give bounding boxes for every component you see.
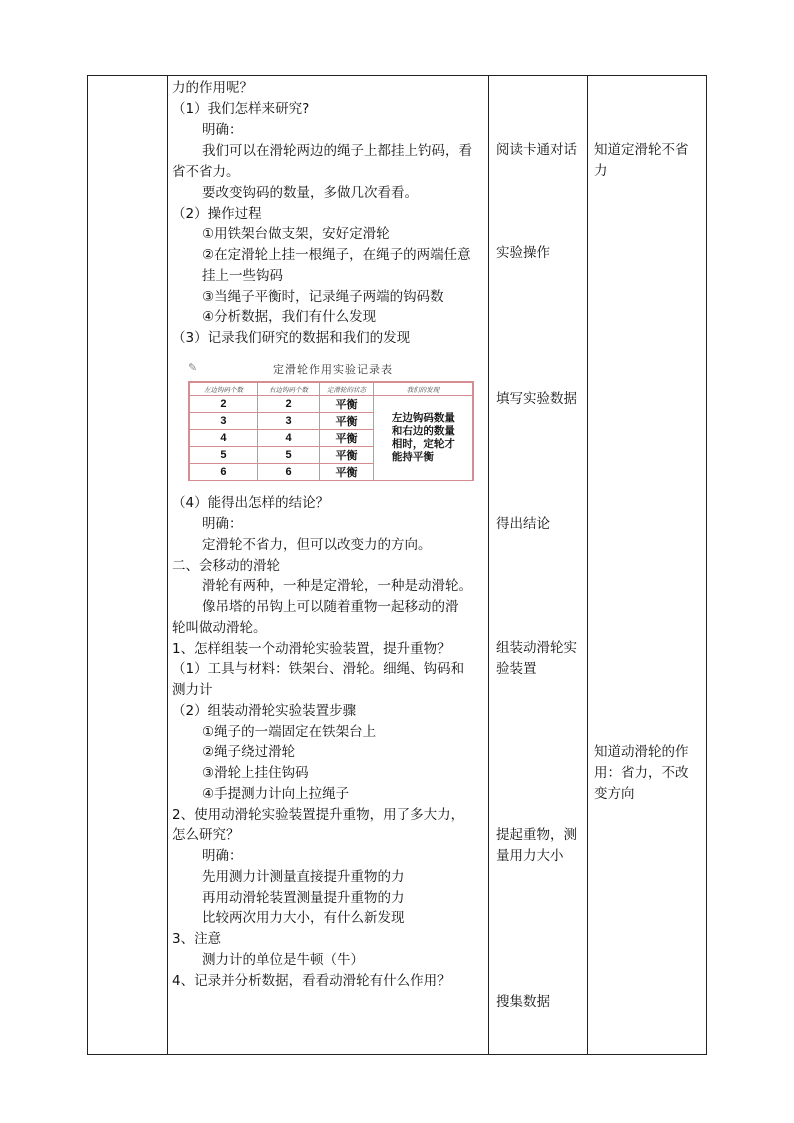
header-cell: 右边钩码个数 <box>257 383 319 396</box>
content-line: 要改变钩码的数量，多做几次看看。 <box>202 185 418 201</box>
table-cell: 2 <box>257 396 319 413</box>
table-border-left <box>87 75 88 1055</box>
table-cell: 5 <box>257 447 319 464</box>
content-line: ②在定滑轮上挂一根绳子，在绳子的两端任意 <box>202 247 471 263</box>
table-cell: 平衡 <box>320 413 374 430</box>
header-cell: 左边钩码个数 <box>190 383 258 396</box>
table-divider-2 <box>488 75 489 1055</box>
table-row <box>190 396 473 413</box>
activity-item: 提起重物，测 量用力大小 <box>496 827 577 864</box>
table-cell: 3 <box>257 413 319 430</box>
activity-item: 实验操作 <box>496 245 550 261</box>
activity-item: 搜集数据 <box>496 994 550 1010</box>
goal-item: 知道动滑轮的作 用：省力，不改 变方向 <box>594 744 689 802</box>
finding-line: 和右边的数量 <box>391 425 455 437</box>
finding-cell <box>373 396 472 481</box>
paperclip-icon: ✎ <box>188 361 198 374</box>
content-line: 省不省力。 <box>172 164 240 180</box>
content-line: （3）记录我们研究的数据和我们的发现 <box>172 330 411 346</box>
table-border-right <box>706 75 707 1055</box>
content-line: 定滑轮不省力，但可以改变力的方向。 <box>202 537 432 553</box>
content-line: 测力计 <box>172 682 213 698</box>
content-line: 明确： <box>202 122 243 138</box>
content-line: ④分析数据，我们有什么发现 <box>202 309 377 325</box>
activity-column <box>490 76 586 1054</box>
goal-item: 知道定滑轮不省 力 <box>594 142 689 179</box>
content-line: ①用铁架台做支架，安好定滑轮 <box>202 226 390 242</box>
finding-line: 能持平衡 <box>391 451 434 463</box>
content-line: 比较两次用力大小，有什么新发现 <box>202 910 405 926</box>
content-line: 力的作用呢？ <box>172 80 253 96</box>
content-line: 像吊塔的吊钩上可以随着重物一起移动的滑 <box>202 599 459 615</box>
content-line: 1、怎样组装一个动滑轮实验装置，提升重物？ <box>172 641 451 657</box>
table-cell: 平衡 <box>320 464 374 481</box>
content-line: （1）工具与材料：铁架台、滑轮。细绳、钩码和 <box>172 661 465 677</box>
content-line: 怎么研究？ <box>172 827 240 843</box>
content-line: 测力计的单位是牛顿（牛） <box>202 952 364 968</box>
table-divider-1 <box>167 75 168 1055</box>
table-cell: 4 <box>257 430 319 447</box>
content-line: ③滑轮上挂住钩码 <box>202 765 309 781</box>
table-border-bottom <box>87 1054 707 1055</box>
table-cell: 6 <box>190 464 258 481</box>
record-table-figure <box>188 361 478 485</box>
content-line: （2）操作过程 <box>172 206 262 222</box>
content-line: 轮叫做动滑轮。 <box>172 620 267 636</box>
content-line: ①绳子的一端固定在铁架台上 <box>202 724 377 740</box>
content-line: 挂上一些钩码 <box>202 268 283 284</box>
activity-item: 得出结论 <box>496 516 550 532</box>
activity-item: 组装动滑轮实 验装置 <box>496 640 577 677</box>
table-cell: 2 <box>190 396 258 413</box>
goal-column <box>588 76 706 1054</box>
record-table <box>188 381 474 481</box>
content-line: （4）能得出怎样的结论？ <box>172 495 330 511</box>
table-cell: 6 <box>257 464 319 481</box>
content-line: 4、记录并分析数据，看看动滑轮有什么作用？ <box>172 973 451 989</box>
header-cell: 定滑轮的状态 <box>320 383 374 396</box>
content-line: 2、使用动滑轮实验装置提升重物，用了多大力， <box>172 807 465 823</box>
table-cell: 平衡 <box>320 447 374 464</box>
activity-item: 阅读卡通对话 <box>496 142 577 158</box>
table-cell: 5 <box>190 447 258 464</box>
record-table-header <box>190 383 473 396</box>
content-line: 我们可以在滑轮两边的绳子上都挂上钓码，看 <box>202 143 472 159</box>
content-line: 3、注意 <box>172 931 222 947</box>
content-line: 滑轮有两种，一种是定滑轮，一种是动滑轮。 <box>202 578 472 594</box>
content-line: 先用测力计测量直接提升重物的力 <box>202 869 405 885</box>
table-cell: 4 <box>190 430 258 447</box>
content-line: 明确： <box>202 516 243 532</box>
header-cell: 我们的发现 <box>373 383 472 396</box>
content-line: ②绳子绕过滑轮 <box>202 744 296 760</box>
finding-line: 相时，定轮才 <box>391 438 455 450</box>
table-cell: 3 <box>190 413 258 430</box>
content-line: ④手提测力计向上拉绳子 <box>202 786 350 802</box>
content-column <box>170 76 488 1054</box>
record-table-title: 定滑轮作用实验记录表 <box>273 363 393 376</box>
content-line: （1）我们怎样来研究? <box>172 101 310 117</box>
content-line: 明确： <box>202 848 243 864</box>
finding-line: 左边钩码数量 <box>391 412 455 424</box>
activity-item: 填写实验数据 <box>496 391 577 407</box>
content-line: （2）组装动滑轮实验装置步骤 <box>172 703 357 719</box>
content-line: ③当绳子平衡时，记录绳子两端的钩码数 <box>202 289 444 305</box>
table-cell: 平衡 <box>320 430 374 447</box>
table-cell: 平衡 <box>320 396 374 413</box>
content-line: 二、会移动的滑轮 <box>172 558 280 574</box>
content-line: 再用动滑轮装置测量提升重物的力 <box>202 890 405 906</box>
